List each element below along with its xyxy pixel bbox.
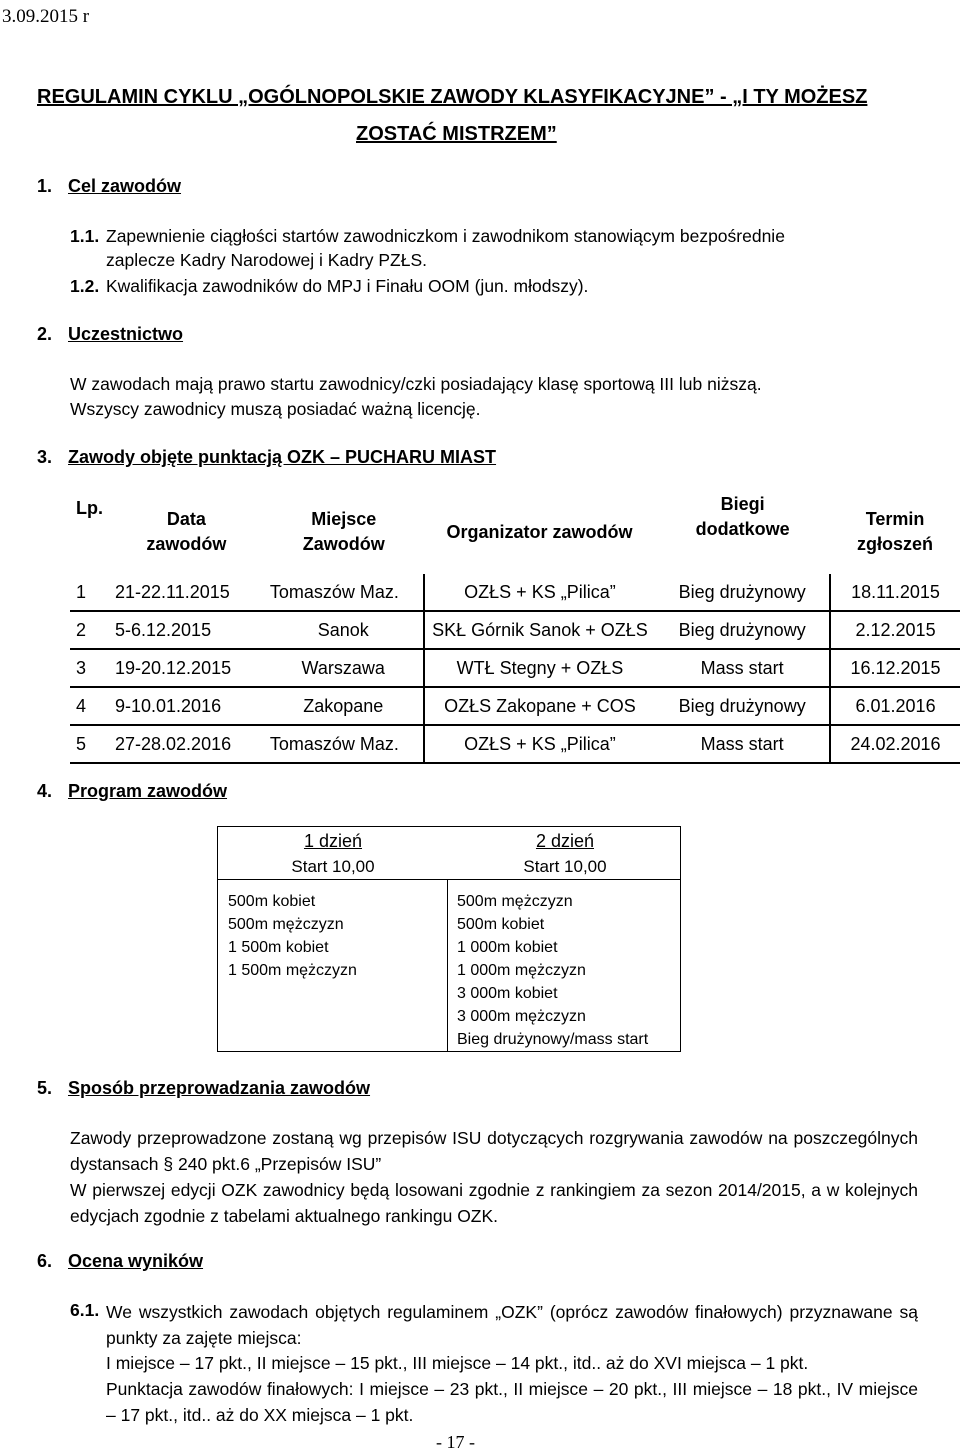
section-label: Program zawodów — [68, 781, 228, 801]
cell-deadline: 24.02.2016 — [830, 725, 960, 763]
subsection-6-1-paragraph-3: Punktacja zawodów finałowych: I miejsce – 23 pkt., II miejsce – 20 pkt., III miejsce – 18 pkt., IV miejsce – 17 pkt., itd.. aż do XX miejsca – 1 pkt. — [106, 1379, 918, 1425]
subsection-text: Kwalifikacja zawodników do MPJ i Finału OOM (jun. młodszy). — [106, 276, 589, 296]
cell-lp: 5 — [70, 725, 109, 763]
day-1-start: Start 10,00 — [291, 857, 375, 876]
section-5-paragraph-2: W pierwszej edycji OZK zawodnicy będą losowani zgodnie z rankingiem za sezon 2014/2015, a w kolejnych edycjach zgodnie z tabelami aktualnego rankingu OZK. — [70, 1180, 918, 1226]
header-organizer: Organizator zawodów — [446, 521, 633, 542]
event-item: Bieg drużynowy/mass start — [457, 1031, 649, 1048]
subsection-number: 1.2. — [70, 276, 100, 296]
cell-organizer: WTŁ Stegny + OZŁS — [424, 649, 656, 687]
cell-lp: 2 — [70, 611, 109, 649]
program-table — [217, 826, 681, 1052]
section-label: Zawody objęte punktacją OZK – PUCHARU MIAST — [68, 447, 497, 467]
program-divider — [218, 879, 680, 880]
document-date: 3.09.2015 r — [2, 6, 90, 27]
section-number: 1. — [37, 176, 53, 196]
subsection-1-1-line-2: zaplecze Kadry Narodowej i Kadry PZŁS. — [106, 250, 427, 270]
cell-organizer: SKŁ Górnik Sanok + OZŁS — [424, 611, 656, 649]
cell-place: Warszawa — [264, 649, 424, 687]
section-label: Ocena wyników — [68, 1251, 204, 1271]
cell-place: Zakopane — [264, 687, 424, 725]
event-item: 1 500m kobiet — [228, 939, 329, 956]
day-1-title: 1 dzień — [303, 831, 363, 851]
cell-place: Tomaszów Maz. — [264, 725, 424, 763]
competition-schedule-table — [70, 490, 960, 764]
day-2-title: 2 dzień — [535, 831, 595, 851]
header-date: Data zawodów — [146, 509, 227, 554]
cell-deadline: 6.01.2016 — [830, 687, 960, 725]
table-row — [70, 574, 960, 611]
table-header-row — [70, 490, 960, 574]
page-number: - 17 - — [436, 1432, 475, 1452]
header-lp: Lp. — [76, 498, 103, 518]
cell-place: Tomaszów Maz. — [264, 574, 424, 611]
event-item: 500m mężczyzn — [228, 916, 344, 933]
section-number: 5. — [37, 1078, 53, 1098]
cell-date: 27-28.02.2016 — [109, 725, 264, 763]
subsection-1-1 — [70, 226, 785, 247]
cell-deadline: 2.12.2015 — [830, 611, 960, 649]
section-2-line-2: Wszyscy zawodnicy muszą posiadać ważną licencję. — [70, 399, 481, 419]
cell-lp: 4 — [70, 687, 109, 725]
cell-extra-race: Mass start — [655, 649, 830, 687]
subsection-6-1-number: 6.1. — [70, 1300, 100, 1320]
event-item: 500m kobiet — [228, 893, 316, 910]
section-number: 2. — [37, 324, 53, 344]
table-row — [70, 611, 960, 649]
cell-organizer: OZŁS + KS „Pilica” — [424, 725, 656, 763]
event-item: 3 000m mężczyzn — [457, 1008, 586, 1025]
subsection-1-2 — [70, 276, 588, 297]
event-item: 500m kobiet — [457, 916, 545, 933]
event-item: 1 500m mężczyzn — [228, 962, 357, 979]
section-4-heading — [37, 781, 227, 802]
cell-lp: 3 — [70, 649, 109, 687]
day-2-events — [457, 890, 648, 1051]
header-extra-races: Biegi dodatkowe — [695, 494, 790, 539]
cell-organizer: OZŁS + KS „Pilica” — [424, 574, 656, 611]
subsection-number: 1.1. — [70, 226, 100, 246]
table-row — [70, 649, 960, 687]
cell-extra-race: Bieg drużynowy — [655, 574, 830, 611]
cell-date: 21-22.11.2015 — [109, 574, 264, 611]
subsection-6-1-line-2: I miejsce – 17 pkt., II miejsce – 15 pkt., III miejsce – 14 pkt., itd.. aż do XVI miejsca – 1 pkt. — [106, 1353, 809, 1373]
cell-deadline: 18.11.2015 — [830, 574, 960, 611]
day-1-events — [228, 890, 357, 982]
cell-lp: 1 — [70, 574, 109, 611]
cell-place: Sanok — [264, 611, 424, 649]
header-deadline: Termin zgłoszeń — [857, 509, 934, 554]
cell-extra-race: Bieg drużynowy — [655, 611, 830, 649]
section-2-heading — [37, 324, 183, 345]
section-number: 3. — [37, 447, 53, 467]
section-label: Sposób przeprowadzania zawodów — [68, 1078, 371, 1098]
cell-date: 19-20.12.2015 — [109, 649, 264, 687]
header-place: Miejsce Zawodów — [302, 509, 385, 554]
event-item: 1 000m mężczyzn — [457, 962, 586, 979]
subsection-text-line-1: Zapewnienie ciągłości startów zawodniczkom i zawodnikom stanowiącym bezpośrednie — [106, 226, 785, 246]
section-5-heading — [37, 1078, 370, 1099]
cell-extra-race: Mass start — [655, 725, 830, 763]
event-item: 3 000m kobiet — [457, 985, 558, 1002]
program-column-divider — [447, 879, 448, 1051]
event-item: 500m mężczyzn — [457, 893, 573, 910]
section-6-heading — [37, 1251, 203, 1272]
document-title-line-2: ZOSTAĆ MISTRZEM” — [356, 123, 557, 145]
subsection-6-1-paragraph-1: We wszystkich zawodach objętych regulaminem „OZK” (oprócz zawodów finałowych) przyznawane są punkty za zajęte miejsca: — [106, 1302, 918, 1348]
section-3-heading — [37, 447, 496, 468]
document-title-line-1: REGULAMIN CYKLU „OGÓLNOPOLSKIE ZAWODY KLASYFIKACYJNE” - „I TY MOŻESZ — [37, 86, 868, 108]
table-row — [70, 687, 960, 725]
section-5-paragraph-1: Zawody przeprowadzone zostaną wg przepisów ISU dotyczących rozgrywania zawodów na poszczególnych dystansach § 240 pkt.6 „Przepisów ISU” — [70, 1128, 918, 1174]
section-1-heading — [37, 176, 181, 197]
day-2-start: Start 10,00 — [523, 857, 607, 876]
table-row — [70, 725, 960, 763]
cell-extra-race: Bieg drużynowy — [655, 687, 830, 725]
event-item: 1 000m kobiet — [457, 939, 558, 956]
cell-date: 9-10.01.2016 — [109, 687, 264, 725]
section-label: Cel zawodów — [68, 176, 182, 196]
section-label: Uczestnictwo — [68, 324, 184, 344]
section-number: 4. — [37, 781, 53, 801]
section-2-line-1: W zawodach mają prawo startu zawodnicy/czki posiadający klasę sportową III lub niższą. — [70, 374, 762, 394]
section-number: 6. — [37, 1251, 53, 1271]
cell-date: 5-6.12.2015 — [109, 611, 264, 649]
cell-organizer: OZŁS Zakopane + COS — [424, 687, 656, 725]
cell-deadline: 16.12.2015 — [830, 649, 960, 687]
